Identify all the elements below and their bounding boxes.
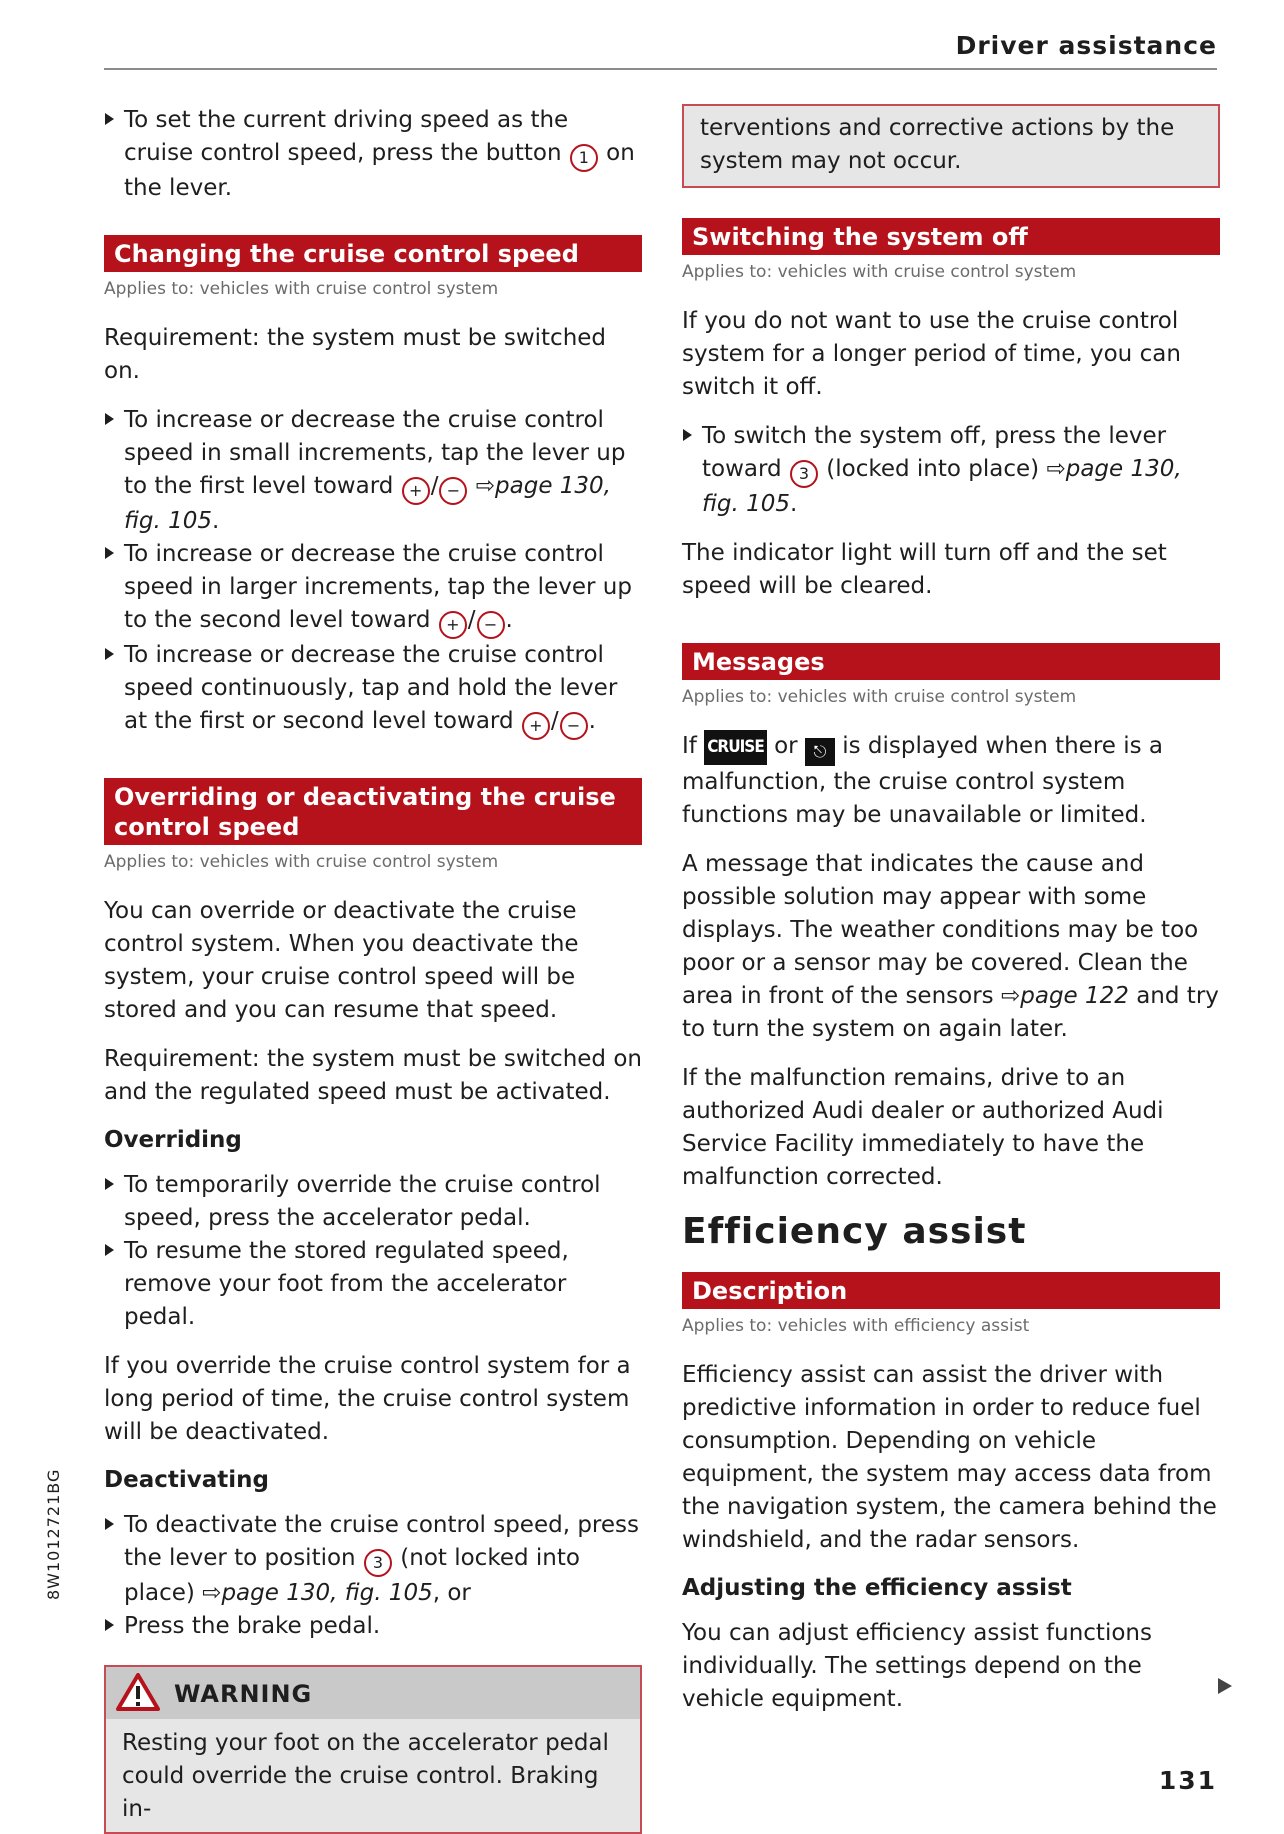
page-reference-link[interactable]: page 122: [1020, 983, 1129, 1009]
plus-marker: +: [522, 712, 550, 740]
applies-note: Applies to: vehicles with cruise control system: [104, 279, 499, 299]
bullet-triangle-icon: [105, 1518, 114, 1530]
position-3-marker: 3: [790, 460, 818, 488]
list-item: Press the brake pedal.: [104, 1610, 642, 1643]
list-item: To increase or decrease the cruise control speed in small increments, tap the lever up to the first level toward + / − ⇨page 130, fig. 105.: [104, 404, 642, 538]
list-item: To set the current driving speed as the cruise control speed, press the button 1 on the lever.: [104, 104, 642, 205]
subheading-deactivating: Deactivating: [104, 1467, 269, 1493]
bullet-triangle-icon: [105, 547, 114, 559]
reference-arrow-icon: ⇨: [1000, 983, 1021, 1009]
switching-off-list: [682, 420, 1220, 521]
paragraph: If you do not want to use the cruise control system for a longer period of time, you can switch it off.: [682, 308, 1181, 400]
list-item: To temporarily override the cruise control speed, press the accelerator pedal.: [104, 1169, 642, 1235]
bullet-triangle-icon: [105, 413, 114, 425]
requirement-text: Requirement: the system must be switched on.: [104, 325, 607, 384]
paragraph: If you override the cruise control system for a long period of time, the cruise control system will be deactivated.: [104, 1353, 631, 1445]
bullet-triangle-icon: [105, 1178, 114, 1190]
intro-list: [104, 104, 642, 205]
continued-warning-box: [682, 104, 1220, 188]
warning-text: Resting your foot on the accelerator pedal could override the cruise control. Braking in-: [122, 1730, 609, 1822]
list-item: To deactivate the cruise control speed, press the lever to position 3 (not locked into place) ⇨page 130, fig. 105, or: [104, 1509, 642, 1610]
changing-list: [104, 404, 642, 740]
section-heading-messages: Messages: [682, 643, 1220, 680]
deactivating-list: [104, 1509, 642, 1643]
continued-text: terventions and corrective actions by the system may not occur.: [700, 115, 1175, 174]
applies-note: Applies to: vehicles with efficiency assist: [682, 1316, 1030, 1336]
paragraph: Efficiency assist can assist the driver with predictive information in order to reduce fuel consumption. Depending on vehicle equipment, the system may access data from the navigation system, the camera behind the windshield, and the radar sensors.: [682, 1362, 1217, 1553]
page-header: [104, 28, 1217, 70]
page-number: 131: [1158, 1766, 1217, 1795]
minus-marker: −: [477, 611, 505, 639]
applies-note: Applies to: vehicles with cruise control system: [104, 852, 499, 872]
warning-label: WARNING: [174, 1680, 313, 1708]
overriding-list: [104, 1169, 642, 1334]
bullet-triangle-icon: [105, 113, 114, 125]
plus-marker: +: [402, 477, 430, 505]
plus-marker: +: [439, 611, 467, 639]
list-item: To increase or decrease the cruise control speed in larger increments, tap the lever up to the second level toward + / − .: [104, 538, 642, 639]
warning-body: [106, 1719, 640, 1832]
minus-marker: −: [439, 477, 467, 505]
section-title: Driver assistance: [955, 31, 1217, 60]
cruise-fault-icon: ⎋: [805, 738, 835, 766]
reference-arrow-icon: ⇨: [1046, 456, 1066, 482]
subheading-overriding: Overriding: [104, 1127, 242, 1153]
list-item: To increase or decrease the cruise control speed continuously, tap and hold the lever at the first or second level toward + / − .: [104, 639, 642, 740]
left-column: [104, 104, 642, 1834]
paragraph: The indicator light will turn off and the set speed will be cleared.: [682, 540, 1167, 599]
reference-arrow-icon: ⇨: [468, 473, 496, 499]
subheading-adjusting: Adjusting the efficiency assist: [682, 1575, 1072, 1601]
warning-box: [104, 1665, 642, 1834]
page-reference-link[interactable]: page 130, fig. 105: [124, 473, 611, 534]
cruise-indicator-icon: CRUISE: [704, 730, 767, 765]
warning-triangle-icon: [116, 1673, 160, 1715]
reference-arrow-icon: ⇨: [202, 1580, 222, 1606]
button-1-marker: 1: [570, 144, 598, 172]
position-3-marker: 3: [364, 1549, 392, 1577]
page-reference-link[interactable]: page 130, fig. 105: [221, 1580, 433, 1606]
section-heading-changing-speed: Changing the cruise control speed: [104, 235, 642, 272]
page-reference-link[interactable]: page 130, fig. 105: [702, 456, 1182, 517]
bullet-triangle-icon: [105, 648, 114, 660]
list-item: To switch the system off, press the lever toward 3 (locked into place) ⇨page 130, fig. 105.: [682, 420, 1220, 521]
applies-note: Applies to: vehicles with cruise control system: [682, 262, 1077, 282]
section-heading-switching-off: Switching the system off: [682, 218, 1220, 255]
bullet-triangle-icon: [683, 429, 692, 441]
applies-note: Applies to: vehicles with cruise control system: [682, 687, 1077, 707]
right-column: [682, 104, 1220, 1732]
bullet-triangle-icon: [105, 1619, 114, 1631]
paragraph: You can adjust efficiency assist functions individually. The settings depend on the vehicle equipment.: [682, 1620, 1152, 1712]
list-item: To resume the stored regulated speed, remove your foot from the accelerator pedal.: [104, 1235, 642, 1334]
continue-arrow-icon: [1218, 1678, 1232, 1694]
paragraph: If the malfunction remains, drive to an authorized Audi dealer or authorized Audi Service Facility immediately to have the malfunction corrected.: [682, 1065, 1164, 1190]
paragraph: You can override or deactivate the cruise control system. When you deactivate the system, your cruise control speed will be stored and you can resume that speed.: [104, 898, 579, 1023]
requirement-text: Requirement: the system must be switched on and the regulated speed must be activated.: [104, 1046, 642, 1105]
minus-marker: −: [560, 712, 588, 740]
chapter-title-efficiency-assist: Efficiency assist: [682, 1211, 1027, 1252]
document-code: 8W1012721BG: [44, 1468, 63, 1600]
paragraph: If CRUISE or ⎋ is displayed when there is a malfunction, the cruise control system functions may be unavailable or limited.: [682, 730, 1220, 832]
section-heading-description: Description: [682, 1272, 1220, 1309]
paragraph: A message that indicates the cause and possible solution may appear with some displays. The weather conditions may be too poor or a sensor may be covered. Clean the area in front of the sensors ⇨page 122 and try to turn the system on again later.: [682, 851, 1219, 1042]
section-heading-overriding: Overriding or deactivating the cruise control speed: [104, 778, 642, 845]
bullet-triangle-icon: [105, 1244, 114, 1256]
warning-header: [106, 1667, 640, 1719]
